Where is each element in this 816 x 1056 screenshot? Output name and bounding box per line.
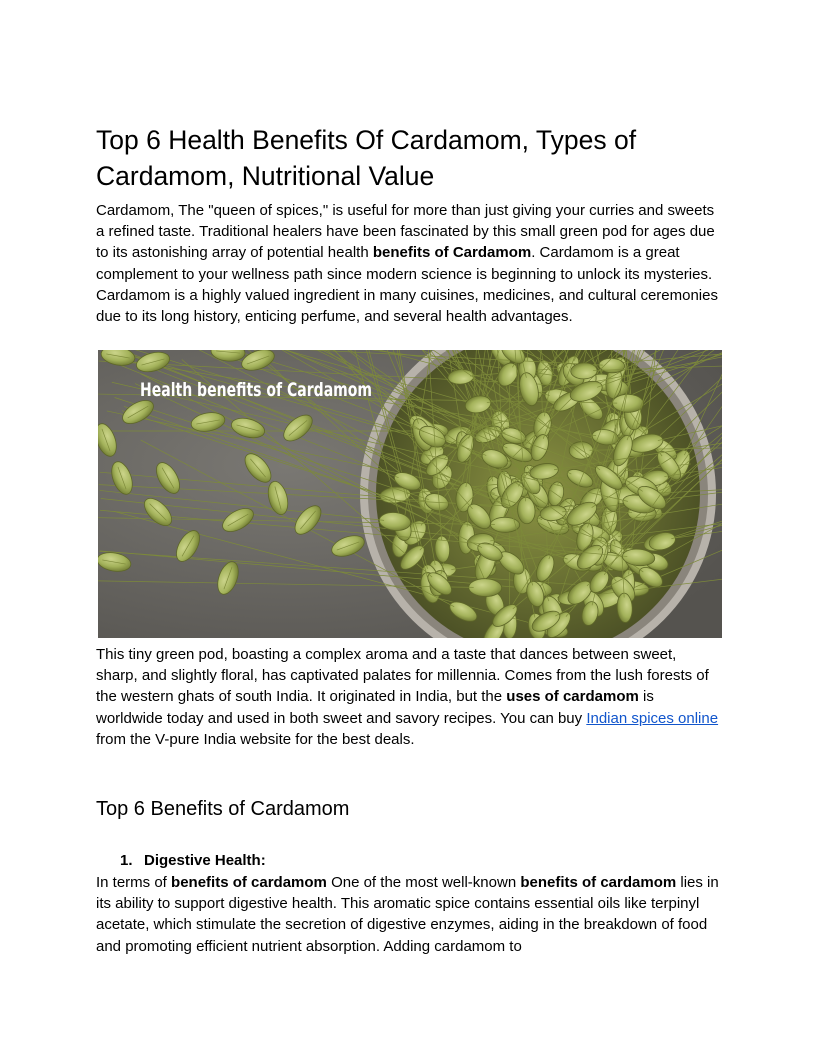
list-item-label: Digestive Health:: [144, 852, 266, 869]
list-item-number: 1.: [120, 852, 133, 869]
intro-paragraph: [96, 200, 722, 327]
digestive-text-1: In terms of: [96, 874, 172, 891]
origin-bold-uses: uses of cardamom: [506, 688, 639, 706]
intro-text-1: Cardamom, The "queen of spices," is useful for more than just giving your curries and sweets a refined taste. Traditional healers have been fascinated by this small green pod for ages due to its astonishing array of potential health: [96, 202, 715, 262]
cardamom-hero-image: [98, 350, 722, 638]
image-overlay-title: Health benefits of Cardamom: [140, 379, 372, 401]
page-title: Top 6 Health Benefits Of Cardamom, Types of Cardamom, Nutritional Value: [96, 125, 637, 191]
intro-text-2: . Cardamom is a great complement to your wellness path since modern science is beginning to unlock its mysteries. Cardamom is a highly valued ingredient in many cuisines, medicines, and cultural ceremonies due to its long history, enticing perfume, and several health advantages.: [96, 244, 718, 326]
section-heading: Top 6 Benefits of Cardamom: [96, 798, 350, 820]
intro-bold-benefits: benefits of Cardamom: [372, 244, 532, 262]
digestive-text-2: One of the most well-known: [326, 874, 521, 891]
digestive-bold-2: benefits of cardamom: [520, 874, 677, 891]
origin-text-2: is worldwide today and used in both sweet and savory recipes. You can buy: [96, 688, 654, 727]
origin-paragraph: [96, 644, 722, 750]
indian-spices-online-link[interactable]: Indian spices online: [586, 709, 719, 727]
digestive-text-3: lies in its ability to support digestive health. This aromatic spice contains essential oils like terpinyl acetate, which stimulate the secretion of digestive enzymes, aiding in the breakdown of food and promoting efficient nutrient absorption. Adding cardamom to: [96, 874, 719, 955]
origin-text-1: This tiny green pod, boasting a complex aroma and a taste that dances between sweet, sharp, and slightly floral, has captivated palates for millennia. Comes from the lush forests of the western ghats of south India. It originated in India, but the: [96, 646, 709, 706]
list-item-digestive-health: [120, 850, 266, 871]
digestive-paragraph: [96, 872, 722, 957]
digestive-bold-1: benefits of cardamom: [171, 874, 327, 891]
origin-text-3: from the V-pure India website for the best deals.: [96, 730, 415, 748]
